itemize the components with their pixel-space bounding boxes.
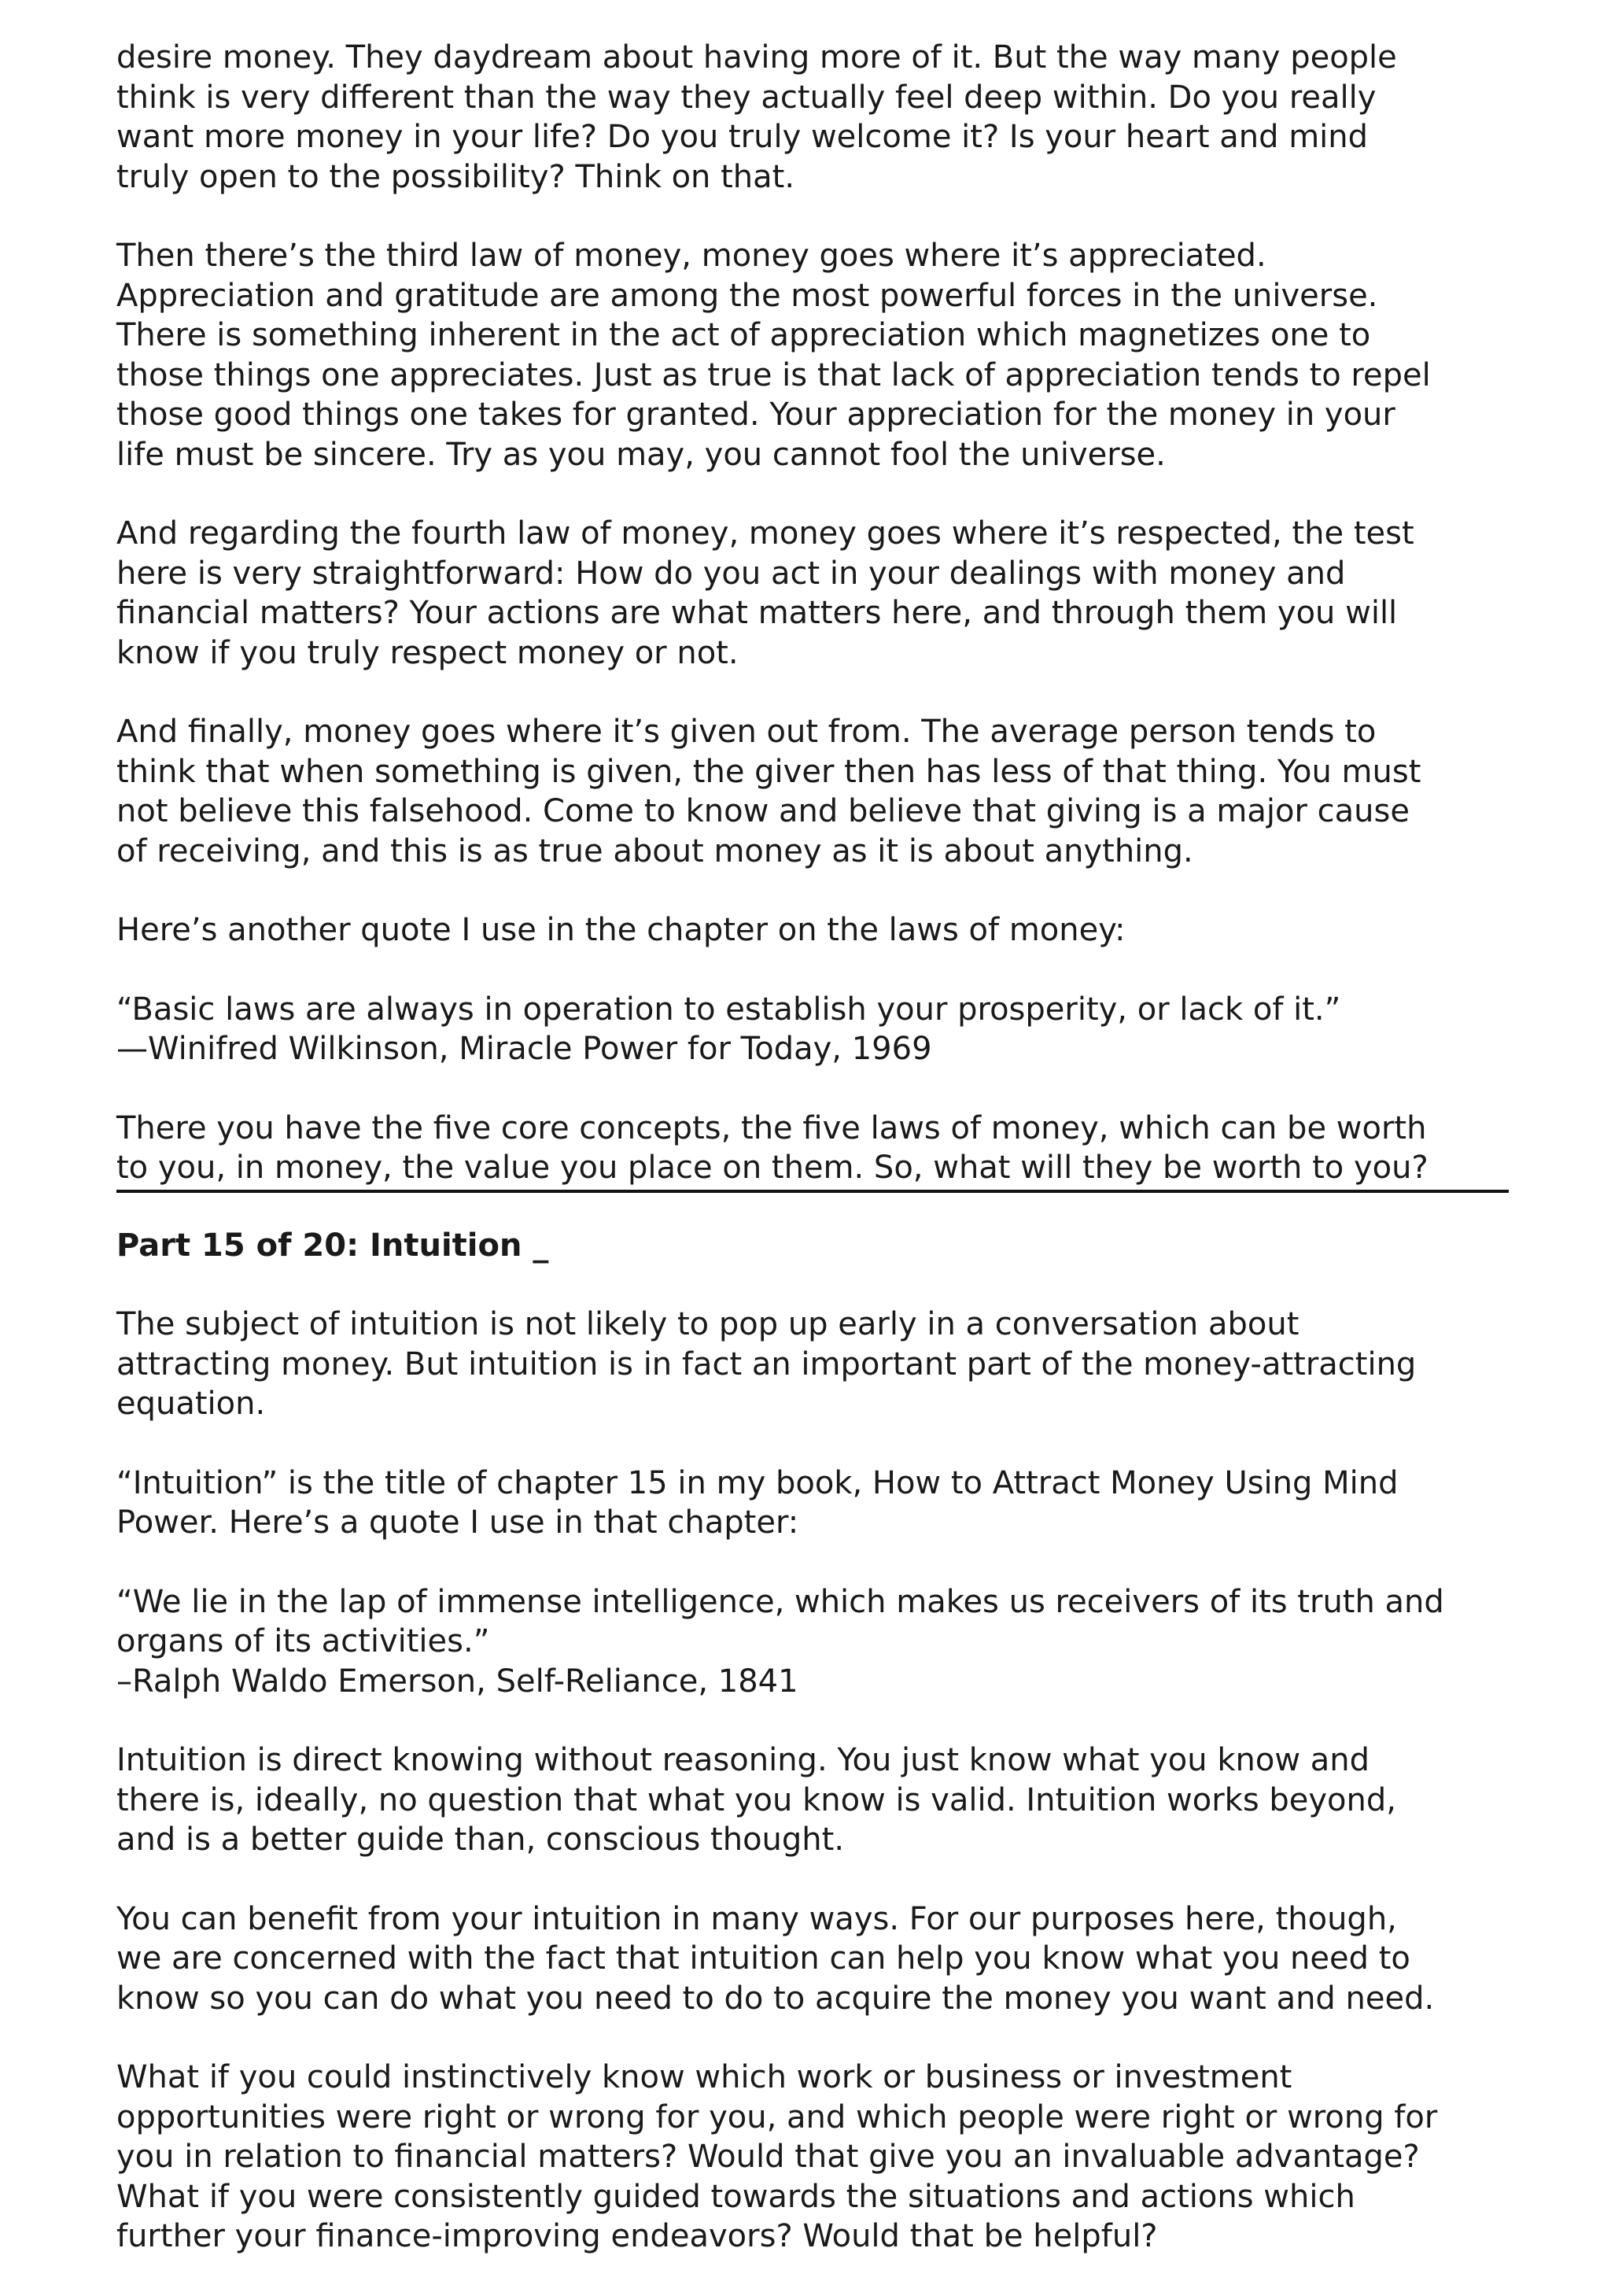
text-line: Appreciation and gratitude are among the most powerful forces in the universe. [116,277,1378,314]
text-line: What if you were consistently guided towards the situations and actions which [116,2178,1355,2215]
text-line: And regarding the fourth law of money, money goes where it’s respected, the test [116,515,1414,552]
text-line: “Basic laws are always in operation to establish your prosperity, or lack of it.” [116,991,1341,1028]
text-line: you in relation to financial matters? Would that give you an invaluable advantage? [116,2139,1420,2175]
paragraph-another-quote-intro [116,910,1509,951]
text-line: think is very different than the way they actually feel deep within. Do you really [116,79,1377,116]
text-line: know if you truly respect money or not. [116,634,739,671]
paragraph-wilkinson-quote [116,990,1509,1069]
text-line: financial matters? Your actions are what matters here, and through them you will [116,595,1398,631]
text-line: those good things one takes for granted. Your appreciation for the money in your [116,397,1395,433]
text-line: There you have the five core concepts, the five laws of money, which can be worth [116,1109,1427,1146]
section-heading: Part 15 of 20: Intuition _ [116,1227,549,1264]
paragraph-what-if [116,2058,1509,2257]
text-line: “Intuition” is the title of chapter 15 in my book, How to Attract Money Using Mind [116,1464,1399,1501]
paragraph-chapter-15 [116,1464,1509,1543]
text-line: You can benefit from your intuition in many ways. For our purposes here, though, [116,1900,1397,1937]
paragraph-fifth-law [116,712,1509,871]
text-line: want more money in your life? Do you truly welcome it? Is your heart and mind [116,119,1369,155]
paragraph-intro-continued [116,38,1509,197]
text-line: What if you could instinctively know which work or business or investment [116,2059,1292,2095]
paragraph-intuition-benefit [116,1899,1509,2019]
text-line: we are concerned with the fact that intuition can help you know what you need to [116,1940,1410,1977]
text-line: There is something inherent in the act of appreciation which magnetizes one to [116,317,1371,353]
text-line: attracting money. But intuition is in fact an important part of the money-attracting [116,1345,1417,1382]
text-line: The subject of intuition is not likely to pop up early in a conversation about [116,1306,1299,1342]
text-line: and is a better guide than, conscious thought. [116,1822,845,1858]
text-line: organs of its activities.” [116,1623,490,1659]
paragraph-intuition-definition [116,1740,1509,1860]
text-line: not believe this falsehood. Come to know and believe that giving is a major cause [116,793,1410,829]
section-intuition [116,1305,1509,2257]
text-line: know so you can do what you need to do to acquire the money you want and need. [116,1980,1435,2017]
text-line: “We lie in the lap of immense intelligence, which makes us receivers of its truth and [116,1583,1444,1620]
text-line: here is very straightforward: How do you act in your dealings with money and [116,555,1346,592]
section-laws-of-money [116,38,1509,1188]
text-line: of receiving, and this is as true about money as it is about anything. [116,832,1193,869]
text-line: Then there’s the third law of money, money goes where it’s appreciated. [116,238,1266,274]
text-line: truly open to the possibility? Think on that. [116,158,795,195]
text-line: equation. [116,1386,266,1422]
text-line: Power. Here’s a quote I use in that chapter: [116,1504,799,1541]
document-page [116,38,1509,2296]
paragraph-fourth-law [116,514,1509,673]
paragraph-core-concepts [116,1109,1509,1188]
text-line: —Winifred Wilkinson, Miracle Power for Today, 1969 [116,1031,932,1067]
text-line: Here’s another quote I use in the chapter on the laws of money: [116,912,1126,948]
text-line: those things one appreciates. Just as true is that lack of appreciation tends to repel [116,356,1431,393]
text-line: further your finance-improving endeavors? Would that be helpful? [116,2218,1158,2254]
text-line: Intuition is direct knowing without reasoning. You just know what you know and [116,1742,1370,1778]
text-line: life must be sincere. Try as you may, you cannot fool the universe. [116,436,1166,473]
text-line: And finally, money goes where it’s given out from. The average person tends to [116,714,1377,750]
paragraph-emerson-quote [116,1582,1509,1702]
text-line: –Ralph Waldo Emerson, Self-Reliance, 1841 [116,1663,798,1700]
text-line: desire money. They daydream about having more of it. But the way many people [116,39,1397,76]
paragraph-third-law [116,236,1509,474]
text-line: think that when something is given, the giver then has less of that thing. You must [116,753,1421,790]
text-line: opportunities were right or wrong for you, and which people were right or wrong for [116,2099,1438,2135]
text-line: to you, in money, the value you place on them. So, what will they be worth to you? [116,1150,1429,1186]
paragraph-intuition-intro [116,1305,1509,1424]
section-divider [116,1190,1509,1193]
text-line: there is, ideally, no question that what you know is valid. Intuition works beyond, [116,1781,1396,1818]
